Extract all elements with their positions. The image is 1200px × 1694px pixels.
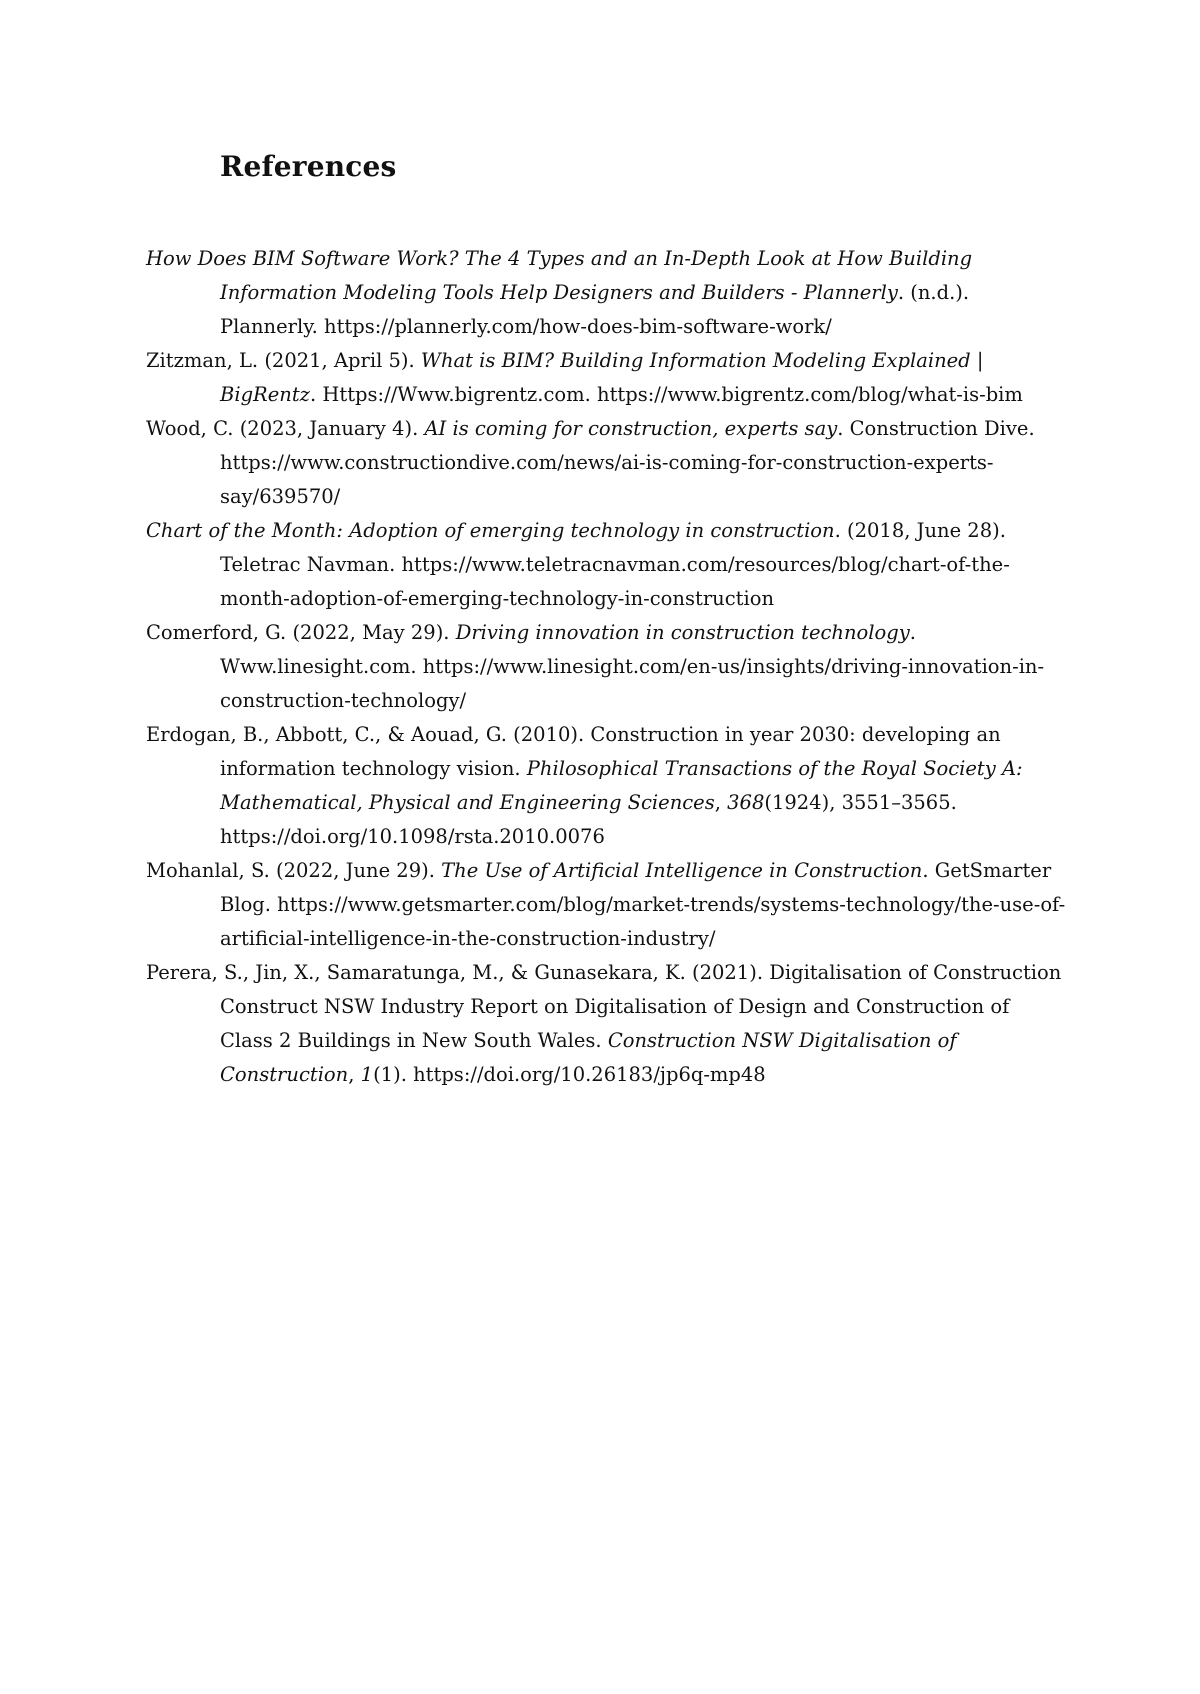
reference-entry xyxy=(146,344,1066,412)
ref-pre: Mohanlal, S. (2022, June 29). xyxy=(146,859,442,882)
reference-list xyxy=(146,242,1066,1092)
reference-entry xyxy=(146,854,1066,956)
ref-volume: 1 xyxy=(360,1063,374,1086)
ref-title: Construction NSW Digitalisation of Construction xyxy=(220,1029,957,1086)
ref-post: (1924), 3551–3565. https://doi.org/10.1098/rsta.2010.0076 xyxy=(220,791,957,848)
ref-title: Philosophical Transactions of the Royal Society A: Mathematical, Physical and Engineering Sciences xyxy=(220,757,1023,814)
ref-mid: . (n.d.). Plannerly. https://plannerly.com/how-does-bim-software-work/ xyxy=(220,281,970,338)
ref-mid: . Construction Dive. https://www.constructiondive.com/news/ai-is-coming-for-construction-experts-say/639570/ xyxy=(220,417,1035,508)
ref-title: How Does BIM Software Work? The 4 Types and an In-Depth Look at How Building Information Modeling Tools Help Designers and Builders - Plannerly xyxy=(146,247,973,304)
reference-entry xyxy=(146,514,1066,616)
reference-entry xyxy=(146,412,1066,514)
reference-entry xyxy=(146,956,1066,1092)
ref-title: What is BIM? Building Information Modeling Explained | BigRentz xyxy=(220,349,984,406)
reference-entry xyxy=(146,718,1066,854)
ref-title: AI is coming for construction, experts say xyxy=(424,417,838,440)
ref-pre: Zitzman, L. (2021, April 5). xyxy=(146,349,421,372)
ref-title: Chart of the Month: Adoption of emerging technology in construction xyxy=(146,519,835,542)
ref-mid: . Www.linesight.com. https://www.linesight.com/en-us/insights/driving-innovation-in-construction-technology/ xyxy=(220,621,1045,712)
reference-entry xyxy=(146,616,1066,718)
ref-mid: , xyxy=(348,1063,361,1086)
ref-post: (1). https://doi.org/10.26183/jp6q-mp48 xyxy=(373,1063,766,1086)
ref-mid: , xyxy=(714,791,728,814)
ref-pre: Perera, S., Jin, X., Samaratunga, M., & Gunasekara, K. (2021). Digitalisation of Construction Construct NSW Industry Report on Digitalisation of Design and Construction of Class 2 Buildings in New South Wales. xyxy=(146,961,1062,1052)
ref-title: Driving innovation in construction technology xyxy=(455,621,910,644)
ref-mid: . GetSmarter Blog. https://www.getsmarter.com/blog/market-trends/systems-technology/the-use-of-artificial-intelligence-in-the-construction-industry/ xyxy=(220,859,1066,950)
ref-mid: . Https://Www.bigrentz.com. https://www.bigrentz.com/blog/what-is-bim xyxy=(309,383,1023,406)
references-heading: References xyxy=(220,150,397,183)
ref-mid: . (2018, June 28). Teletrac Navman. https://www.teletracnavman.com/resources/blog/chart-of-the-month-adoption-of-emerging-technology-in-construction xyxy=(220,519,1010,610)
reference-entry xyxy=(146,242,1066,344)
ref-pre: Wood, C. (2023, January 4). xyxy=(146,417,425,440)
ref-pre: Comerford, G. (2022, May 29). xyxy=(146,621,456,644)
ref-title: The Use of Artificial Intelligence in Construction xyxy=(441,859,923,882)
ref-pre: Erdogan, B., Abbott, C., & Aouad, G. (2010). Construction in year 2030: developing an information technology vision. xyxy=(146,723,1001,780)
ref-volume: 368 xyxy=(727,791,765,814)
